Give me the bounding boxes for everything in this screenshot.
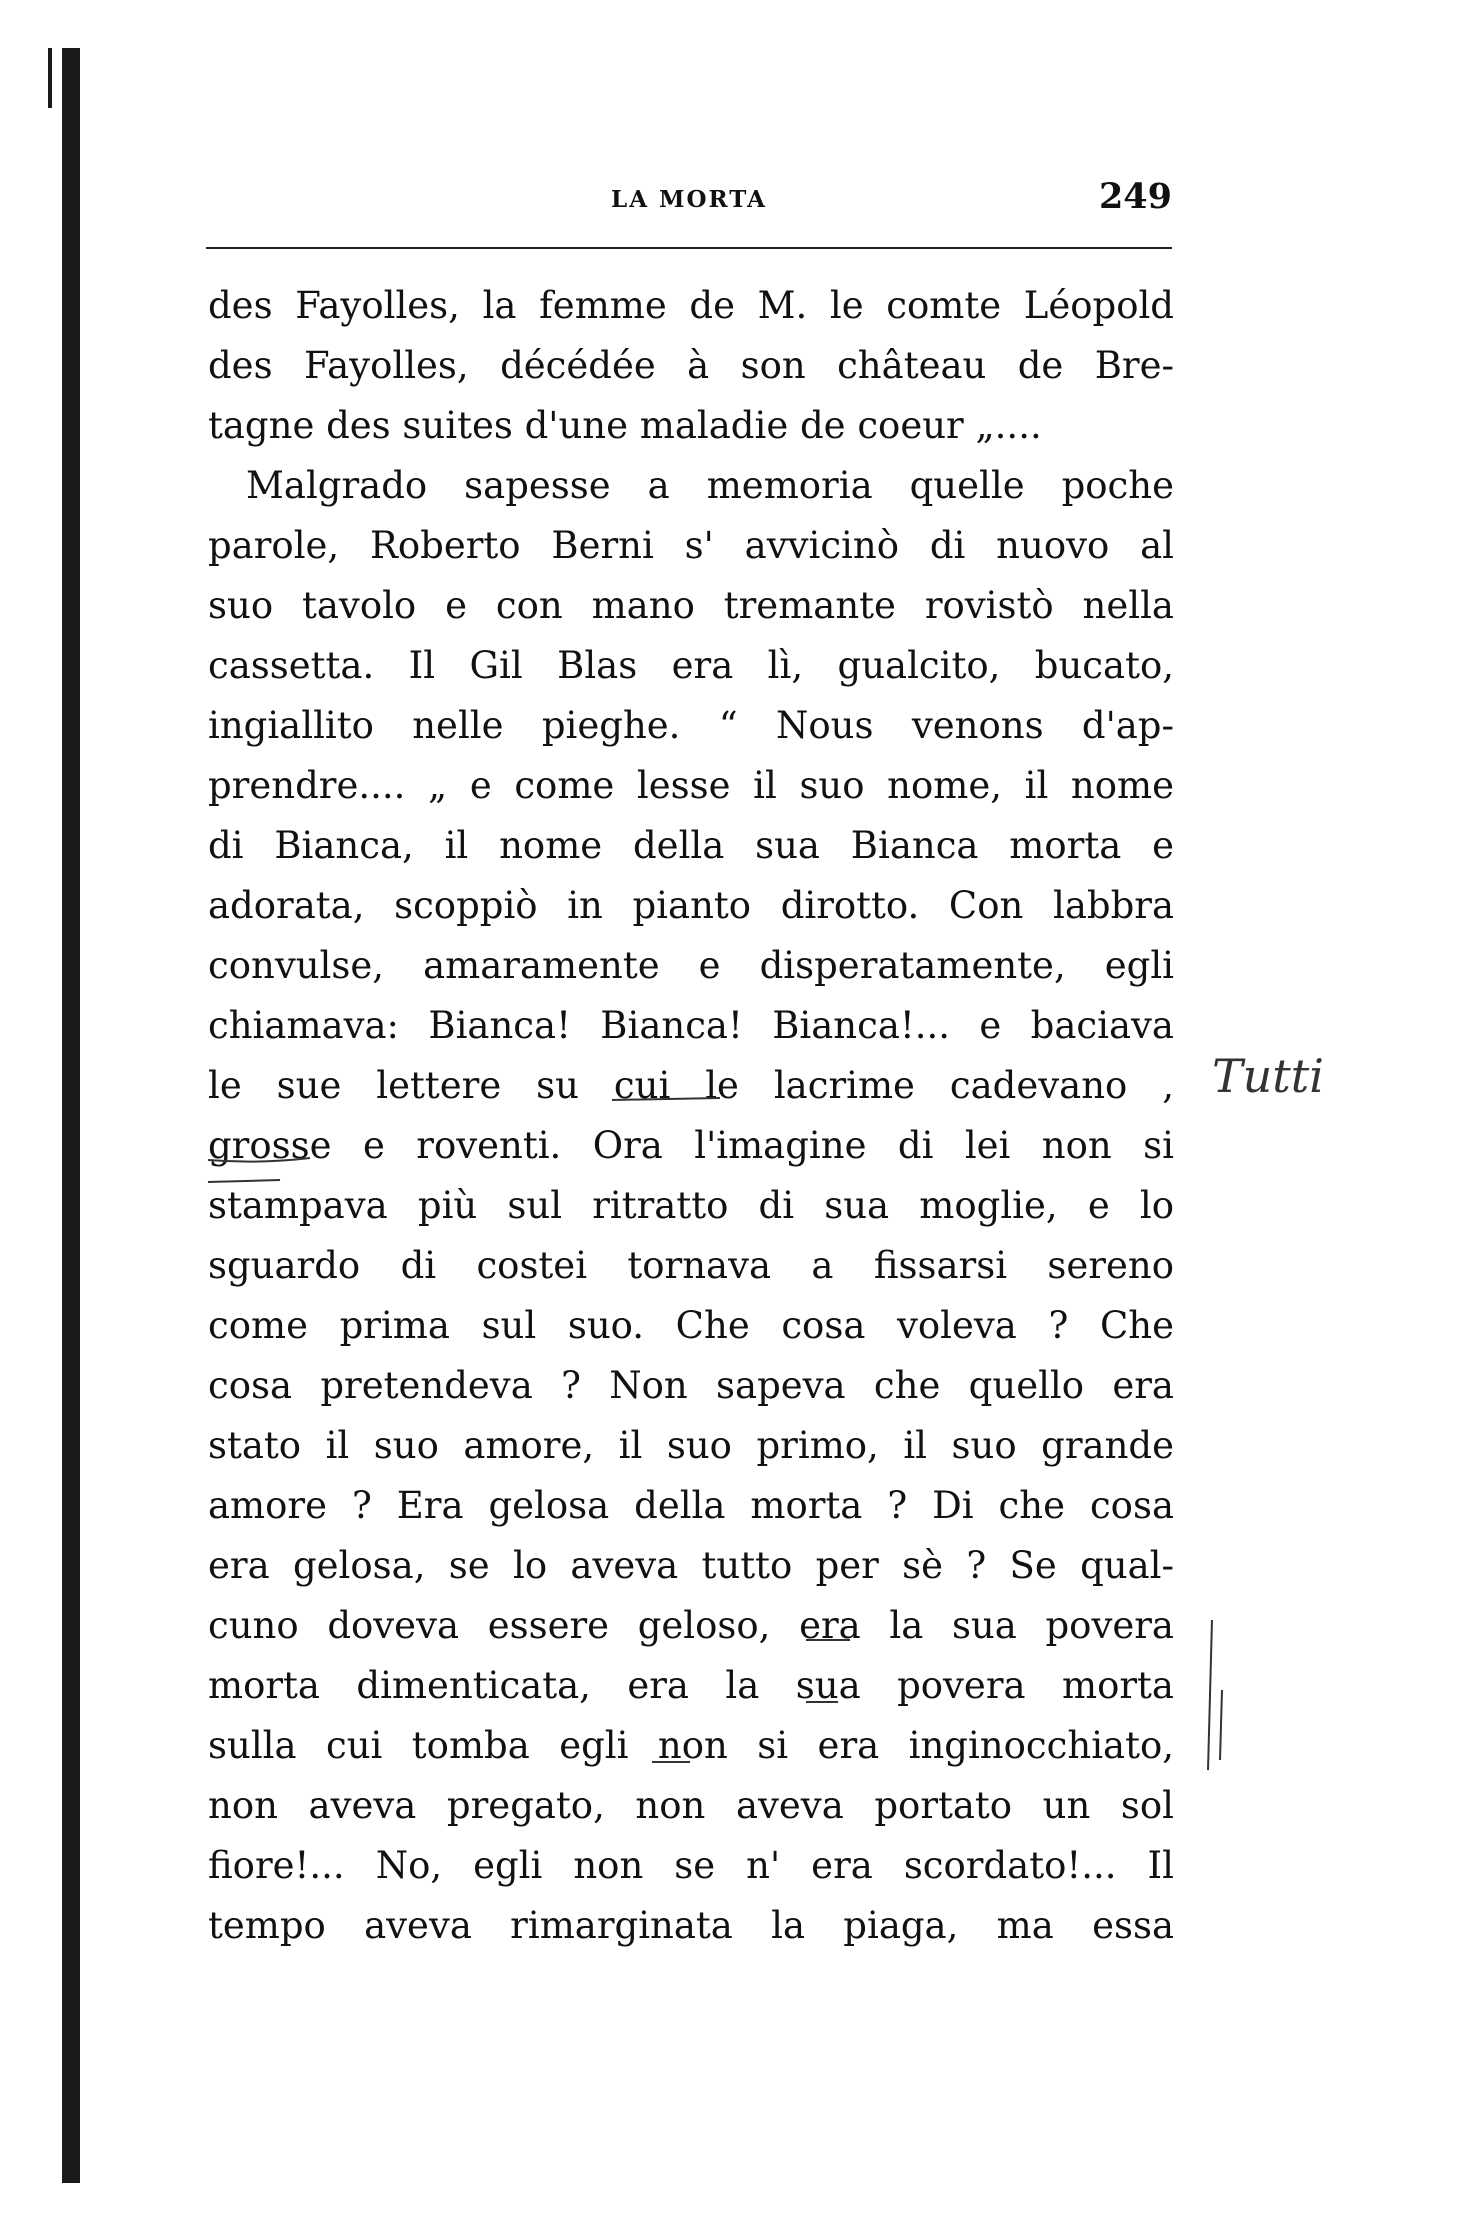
body-text — [208, 276, 1174, 1956]
text-line: ingiallito nelle pieghe. “ Nous venons d'ap- — [208, 704, 1174, 747]
margin-bracket-mark — [1220, 1690, 1222, 1760]
text-line: convulse, amaramente e disperatamente, egli — [208, 944, 1174, 987]
margin-annotation-text: Tutti — [1212, 1049, 1324, 1103]
text-line: amore ? Era gelosa della morta ? Di che cosa — [208, 1484, 1174, 1527]
text-line: suo tavolo e con mano tremante rovistò nella — [208, 584, 1174, 627]
text-line: morta dimenticata, era la sua povera morta — [208, 1664, 1174, 1707]
text-line: fiore!... No, egli non se n' era scordato!... Il — [208, 1844, 1174, 1887]
text-line: des Fayolles, décédée à son château de Bre- — [208, 344, 1174, 387]
header-rule — [206, 247, 1172, 249]
text-line: des Fayolles, la femme de M. le comte Léopold — [208, 284, 1174, 327]
text-line: le sue lettere su cui le lacrime cadevano , — [208, 1064, 1174, 1107]
text-line: era gelosa, se lo aveva tutto per sè ? Se qual- — [208, 1544, 1174, 1587]
text-line: di Bianca, il nome della sua Bianca morta e — [208, 824, 1174, 867]
page-header — [206, 176, 1172, 226]
text-line: come prima sul suo. Che cosa voleva ? Che — [208, 1304, 1174, 1347]
book-spine-shadow — [62, 48, 80, 2183]
text-line: prendre.... „ e come lesse il suo nome, il nome — [208, 764, 1174, 807]
text-line: chiamava: Bianca! Bianca! Bianca!... e baciava — [208, 1004, 1174, 1047]
text-line: stampava più sul ritratto di sua moglie, e lo — [208, 1184, 1174, 1227]
text-line: tempo aveva rimarginata la piaga, ma essa — [208, 1904, 1174, 1947]
text-line: non aveva pregato, non aveva portato un sol — [208, 1784, 1174, 1827]
text-line: tagne des suites d'une maladie de coeur „.... — [208, 404, 1042, 447]
text-line: sguardo di costei tornava a fissarsi sereno — [208, 1244, 1174, 1287]
text-line: adorata, scoppiò in pianto dirotto. Con labbra — [208, 884, 1174, 927]
book-edge-shadow — [48, 48, 52, 108]
margin-bracket-mark — [1208, 1620, 1212, 1770]
margin-annotation — [1208, 1030, 1338, 1120]
text-line: sulla cui tomba egli non si era inginocchiato, — [208, 1724, 1174, 1767]
running-title: LA MORTA — [611, 186, 767, 213]
text-line: stato il suo amore, il suo primo, il suo grande — [208, 1424, 1174, 1467]
text-line: cassetta. Il Gil Blas era lì, gualcito, bucato, — [208, 644, 1174, 687]
text-line: grosse e roventi. Ora l'imagine di lei non si — [208, 1124, 1174, 1167]
text-line: Malgrado sapesse a memoria quelle poche — [246, 464, 1174, 507]
page-number: 249 — [1098, 176, 1172, 217]
text-line: cuno doveva essere geloso, era la sua povera — [208, 1604, 1174, 1647]
text-line: cosa pretendeva ? Non sapeva che quello era — [208, 1364, 1174, 1407]
text-line: parole, Roberto Berni s' avvicinò di nuovo al — [208, 524, 1174, 567]
